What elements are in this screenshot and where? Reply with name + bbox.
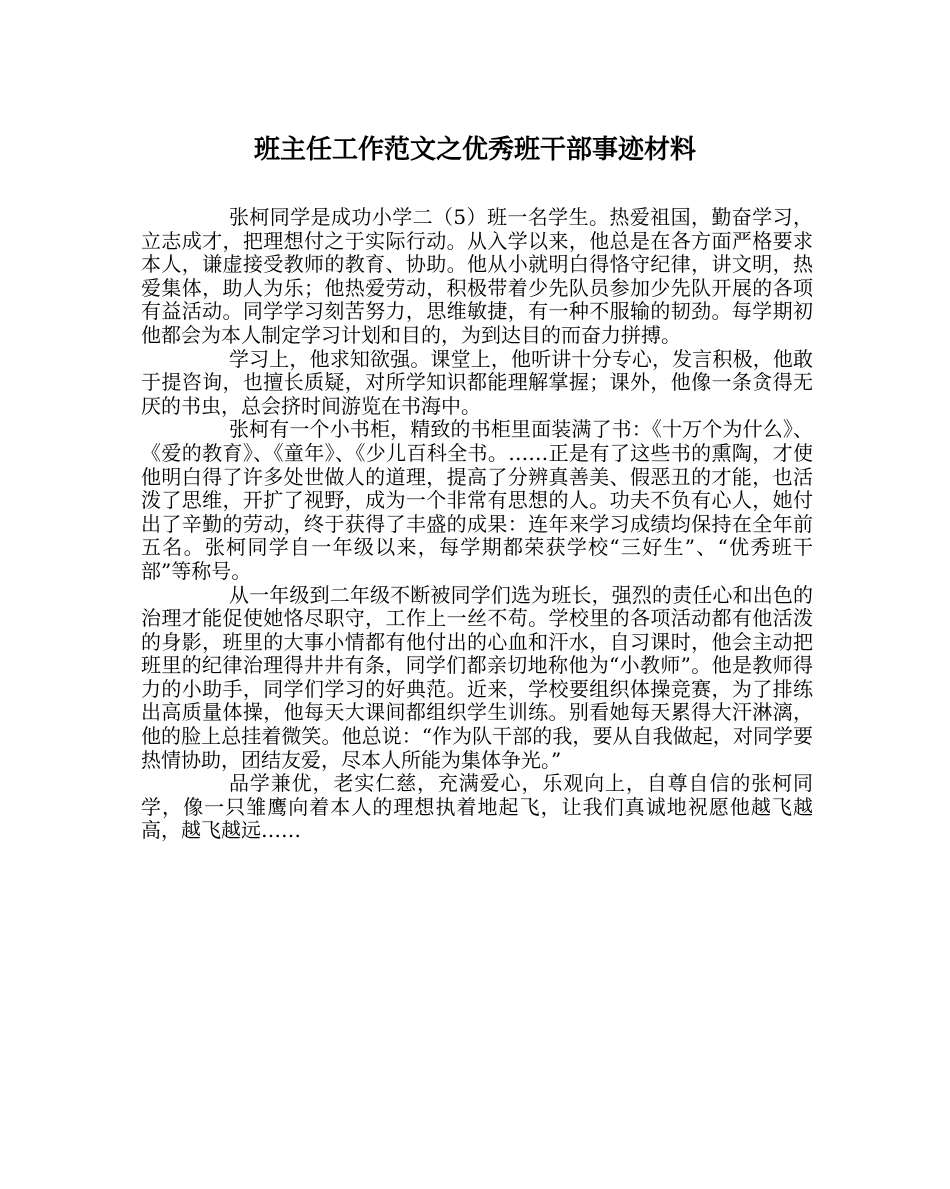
paragraph-4: 从一年级到二年级不断被同学们选为班长，强烈的责任心和出色的治理才能促使她恪尽职守，工作上一丝不苟。学校里的各项活动都有他活泼的身影，班里的大事小情都有他付出的心血和汗水，自习课时，他会主动把班里的纪律治理得井井有条，同学们都亲切地称他为“小教师”。他是教师得力的小助手，同学们学习的好典范。近来，学校要组织体操竞赛，为了排练出高质量体操，他每天大课间都组织学生训练。别看她每天累得大汗淋漓，他的脸上总挂着微笑。他总说：“作为队干部的我，要从自我做起，对同学要热情协助，团结友爱，尽本人所能为集体争光。” (141, 582, 813, 772)
paragraph-2: 学习上，他求知欲强。课堂上，他听讲十分专心，发言积极，他敢于提咨询，也擅长质疑，对所学知识都能理解掌握；课外，他像一条贪得无厌的书虫，总会挤时间游览在书海中。 (141, 346, 813, 418)
paragraph-1: 张柯同学是成功小学二（5）班一名学生。热爱祖国，勤奋学习，立志成才，把理想付之于实际行动。从入学以来，他总是在各方面严格要求本人，谦虚接受教师的教育、协助。他从小就明白得恪守纪律，讲文明，热爱集体，助人为乐；他热爱劳动，积极带着少先队员参加少先队开展的各项有益活动。同学学习刻苦努力，思维敏捷，有一种不服输的韧劲。每学期初他都会为本人制定学习计划和目的，为到达目的而奋力拼搏。 (141, 205, 813, 347)
document-title: 班主任工作范文之优秀班干部事迹材料 (253, 135, 696, 165)
paragraph-3: 张柯有一个小书柜，精致的书柜里面装满了书：《十万个为什么》、《爱的教育》、《童年》、《少儿百科全书。……正是有了这些书的熏陶，才使他明白得了许多处世做人的道理，提高了分辨真善美、假恶丑的才能，也活泼了思维，开扩了视野，成为一个非常有思想的人。功夫不负有心人，她付出了辛勤的劳动，终于获得了丰盛的成果：连年来学习成绩均保持在全年前五名。张柯同学自一年级以来，每学期都荣获学校“三好生”、“优秀班干部”等称号。 (141, 417, 813, 583)
paragraph-5: 品学兼优，老实仁慈，充满爱心，乐观向上，自尊自信的张柯同学，像一只雏鹰向着本人的理想执着地起飞，让我们真诚地祝愿他越飞越高，越飞越远…… (141, 771, 813, 843)
document-body (141, 206, 813, 843)
